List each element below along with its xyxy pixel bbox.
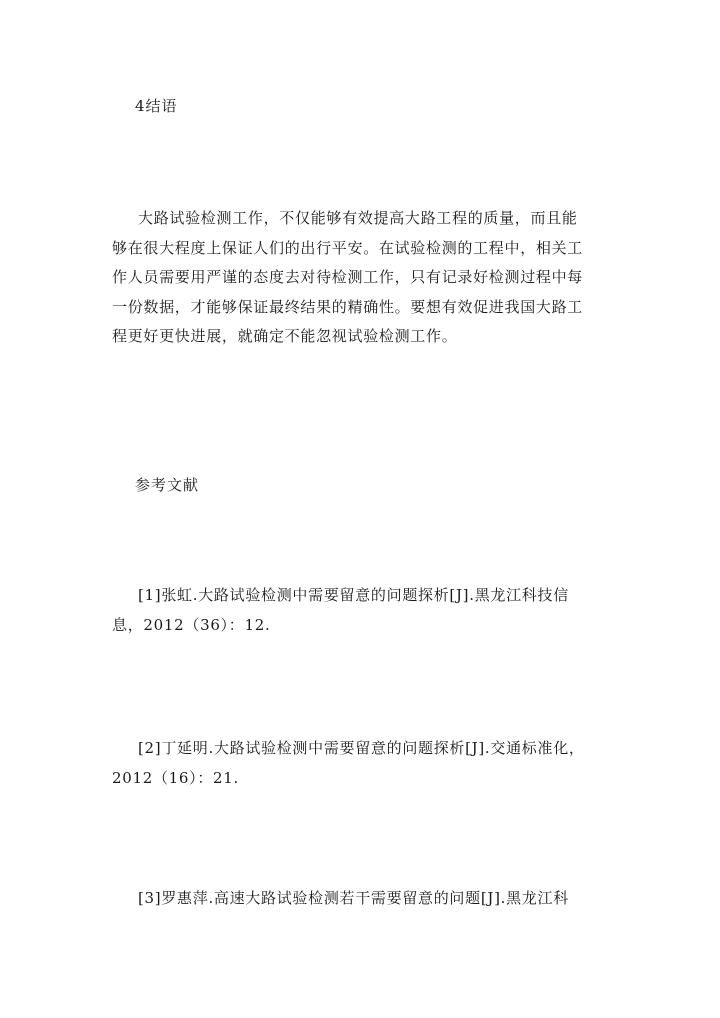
reference-line: [1]张虹.大路试验检测中需要留意的问题探析[J].黑龙江科技信 (138, 586, 569, 604)
conclusion-heading: 4结语 (135, 97, 178, 115)
reference-item-3 (112, 884, 612, 914)
reference-line: 息，2012（36）：12. (112, 615, 271, 634)
conclusion-paragraph (112, 204, 612, 352)
references-heading: 参考文献 (135, 476, 200, 494)
reference-line: [3]罗惠萍.高速大路试验检测若干需要留意的问题[J].黑龙江科 (138, 889, 569, 907)
conclusion-line: 一份数据，才能够保证最终结果的精确性。要想有效促进我国大路工 (112, 297, 584, 316)
conclusion-line: 程更好更快进展，就确定不能忽视试验检测工作。 (112, 327, 458, 345)
reference-item-2 (112, 734, 612, 793)
conclusion-line: 作人员需要用严谨的态度去对待检测工作，只有记录好检测过程中每 (112, 268, 584, 286)
reference-item-1 (112, 581, 612, 640)
reference-line: [2]丁延明.大路试验检测中需要留意的问题探析[J].交通标准化， (138, 739, 585, 757)
conclusion-line: 大路试验检测工作，不仅能够有效提高大路工程的质量，而且能 (138, 209, 578, 227)
reference-line: 2012（16）：21. (112, 768, 240, 787)
conclusion-line: 够在很大程度上保证人们的出行平安。在试验检测的工程中，相关工 (112, 238, 584, 257)
